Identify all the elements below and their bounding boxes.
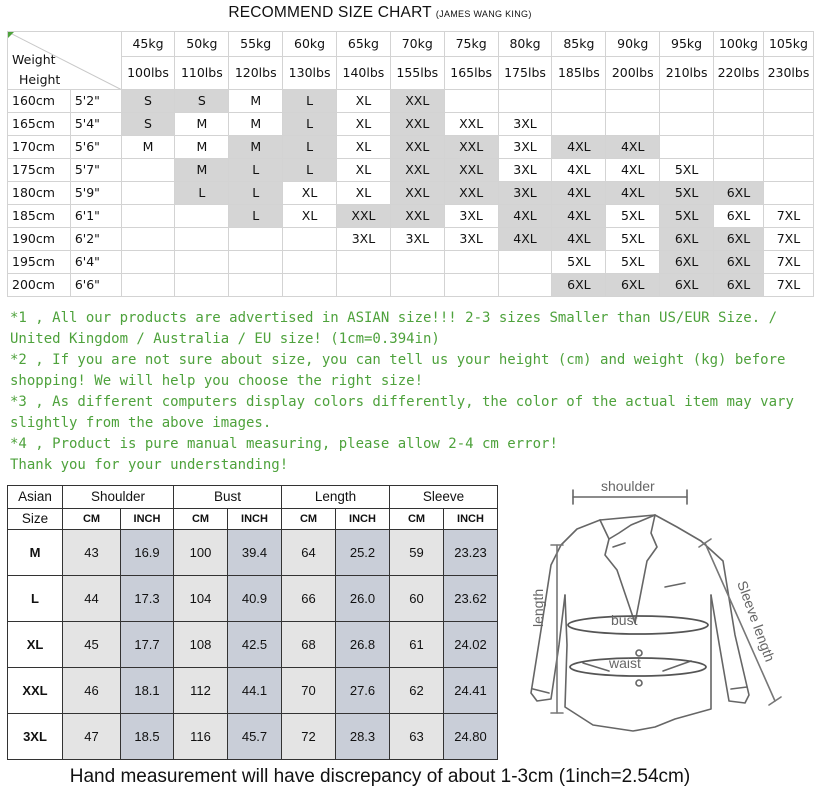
chart-title	[0, 4, 760, 22]
inch-value: 45.7	[228, 714, 282, 760]
size-cell: 3XL	[444, 228, 498, 251]
size-cell	[498, 251, 552, 274]
inch-value: 23.23	[444, 530, 498, 576]
size-cell	[552, 113, 606, 136]
title-text: RECOMMEND SIZE CHART	[228, 4, 432, 21]
size-cell	[498, 274, 552, 297]
height-cm: 185cm	[8, 205, 71, 228]
weight-kg-header: 50kg	[175, 32, 229, 57]
size-cell: M	[229, 90, 283, 113]
cm-value: 70	[282, 668, 336, 714]
inch-value: 17.3	[121, 576, 174, 622]
size-cell	[660, 113, 714, 136]
cm-value: 112	[174, 668, 228, 714]
size-cell: XXL	[390, 182, 444, 205]
measure-group-header: Bust	[174, 486, 282, 509]
size-cell	[606, 113, 660, 136]
size-cell: XL	[337, 182, 391, 205]
size-cell	[229, 274, 283, 297]
size-cell: XL	[337, 113, 391, 136]
measurement-row	[8, 576, 498, 622]
height-cm: 190cm	[8, 228, 71, 251]
waist-label: waist	[609, 655, 641, 671]
size-cell	[229, 228, 283, 251]
weight-lbs-header: 185lbs	[552, 57, 606, 90]
cm-value: 66	[282, 576, 336, 622]
cm-value: 108	[174, 622, 228, 668]
size-cell	[660, 136, 714, 159]
height-label: Height	[19, 72, 61, 87]
size-cell: 6XL	[714, 274, 764, 297]
weight-kg-header: 75kg	[444, 32, 498, 57]
height-ft: 5'4"	[70, 113, 121, 136]
size-cell: L	[283, 159, 337, 182]
asian-size: XXL	[8, 668, 63, 714]
weight-lbs-header: 230lbs	[763, 57, 813, 90]
measure-group-header: Shoulder	[63, 486, 174, 509]
size-cell: L	[229, 205, 283, 228]
size-cell: XXL	[444, 182, 498, 205]
size-cell: 5XL	[660, 205, 714, 228]
weight-kg-header: 45kg	[121, 32, 175, 57]
size-cell	[337, 274, 391, 297]
height-cm: 165cm	[8, 113, 71, 136]
size-cell: S	[175, 90, 229, 113]
size-cell: 3XL	[498, 182, 552, 205]
size-row	[8, 136, 814, 159]
size-cell	[337, 251, 391, 274]
size-cell: XXL	[390, 136, 444, 159]
inch-value: 44.1	[228, 668, 282, 714]
weight-lbs-header: 175lbs	[498, 57, 552, 90]
weight-lbs-header: 210lbs	[660, 57, 714, 90]
jacket-diagram	[505, 475, 805, 765]
weight-lbs-header: 130lbs	[283, 57, 337, 90]
size-cell	[498, 90, 552, 113]
weight-kg-header: 95kg	[660, 32, 714, 57]
jacket-illustration	[505, 475, 805, 765]
inch-value: 28.3	[336, 714, 390, 760]
cm-value: 44	[63, 576, 121, 622]
size-cell: 6XL	[552, 274, 606, 297]
size-cell	[390, 251, 444, 274]
size-cell	[763, 182, 813, 205]
size-cell: 5XL	[606, 205, 660, 228]
weight-kg-header: 90kg	[606, 32, 660, 57]
measurement-table	[7, 485, 498, 760]
size-cell	[444, 90, 498, 113]
size-cell	[714, 159, 764, 182]
size-cell: L	[229, 182, 283, 205]
size-cell	[121, 251, 175, 274]
inch-value: 23.62	[444, 576, 498, 622]
size-cell: 6XL	[606, 274, 660, 297]
sleeve-length-label: Sleeve length	[734, 578, 779, 664]
weight-kg-header: 80kg	[498, 32, 552, 57]
weight-kg-header: 70kg	[390, 32, 444, 57]
size-cell	[121, 159, 175, 182]
corner-header	[8, 32, 122, 90]
unit-cm-header: CM	[63, 509, 121, 530]
inch-value: 17.7	[121, 622, 174, 668]
asian-size: XL	[8, 622, 63, 668]
size-cell: 5XL	[660, 159, 714, 182]
size-cell	[552, 90, 606, 113]
size-cell: 7XL	[763, 228, 813, 251]
size-cell: 4XL	[498, 205, 552, 228]
size-cell: L	[283, 136, 337, 159]
size-cell	[283, 228, 337, 251]
inch-value: 18.1	[121, 668, 174, 714]
measure-group-header: Sleeve	[390, 486, 498, 509]
size-row	[8, 90, 814, 113]
size-cell: 7XL	[763, 205, 813, 228]
cm-value: 104	[174, 576, 228, 622]
size-cell: L	[229, 159, 283, 182]
size-cell	[763, 136, 813, 159]
size-cell: 6XL	[714, 182, 764, 205]
height-ft: 6'4"	[70, 251, 121, 274]
recommend-size-table	[7, 31, 814, 297]
measure-group-header: Length	[282, 486, 390, 509]
height-cm: 200cm	[8, 274, 71, 297]
cm-value: 43	[63, 530, 121, 576]
measurement-row	[8, 622, 498, 668]
height-ft: 6'1"	[70, 205, 121, 228]
height-cm: 180cm	[8, 182, 71, 205]
cm-value: 64	[282, 530, 336, 576]
weight-kg-header: 100kg	[714, 32, 764, 57]
cm-value: 46	[63, 668, 121, 714]
size-cell: 3XL	[498, 113, 552, 136]
cm-value: 47	[63, 714, 121, 760]
size-cell	[175, 228, 229, 251]
size-cell: 6XL	[714, 251, 764, 274]
inch-value: 42.5	[228, 622, 282, 668]
asian-size: L	[8, 576, 63, 622]
size-cell	[229, 251, 283, 274]
size-cell: M	[175, 159, 229, 182]
height-ft: 5'6"	[70, 136, 121, 159]
weight-lbs-header: 200lbs	[606, 57, 660, 90]
size-cell	[390, 274, 444, 297]
measurement-row	[8, 668, 498, 714]
note-line: *2 , If you are not sure about size, you can tell us your height (cm) and weight (kg) before shopping! We will help you choose the right size!	[10, 352, 786, 389]
measurement-row	[8, 530, 498, 576]
size-cell: XXL	[390, 113, 444, 136]
note-line: Thank you for your understanding!	[10, 457, 289, 473]
size-cell: S	[121, 90, 175, 113]
inch-value: 26.0	[336, 576, 390, 622]
size-cell: 3XL	[498, 136, 552, 159]
size-cell	[763, 90, 813, 113]
height-ft: 5'7"	[70, 159, 121, 182]
inch-value: 24.02	[444, 622, 498, 668]
height-ft: 6'2"	[70, 228, 121, 251]
weight-kg-header: 60kg	[283, 32, 337, 57]
height-cm: 170cm	[8, 136, 71, 159]
size-cell: 4XL	[498, 228, 552, 251]
size-cell: 6XL	[714, 205, 764, 228]
size-cell: M	[229, 136, 283, 159]
weight-lbs-header: 120lbs	[229, 57, 283, 90]
weight-lbs-header: 165lbs	[444, 57, 498, 90]
unit-cm-header: CM	[174, 509, 228, 530]
size-cell	[121, 182, 175, 205]
asian-size: 3XL	[8, 714, 63, 760]
size-cell: XXL	[390, 205, 444, 228]
measurement-row	[8, 714, 498, 760]
note-line: *1 , All our products are advertised in ASIAN size!!! 2-3 sizes Smaller than US/EUR Size. / United Kingdom / Australia / EU size! (1cm=0.394in)	[10, 310, 778, 347]
height-ft: 5'2"	[70, 90, 121, 113]
height-cm: 175cm	[8, 159, 71, 182]
cm-value: 60	[390, 576, 444, 622]
size-cell: XL	[283, 182, 337, 205]
size-cell: 4XL	[552, 182, 606, 205]
size-cell: 4XL	[552, 159, 606, 182]
size-row	[8, 113, 814, 136]
inch-value: 40.9	[228, 576, 282, 622]
size-cell: M	[121, 136, 175, 159]
size-row	[8, 228, 814, 251]
inch-value: 24.80	[444, 714, 498, 760]
size-cell: XL	[283, 205, 337, 228]
inch-value: 27.6	[336, 668, 390, 714]
note-line: *4 , Product is pure manual measuring, please allow 2-4 cm error!	[10, 436, 558, 452]
size-cell: XXL	[444, 159, 498, 182]
size-cell	[175, 274, 229, 297]
size-cell: 6XL	[660, 251, 714, 274]
weight-lbs-header: 110lbs	[175, 57, 229, 90]
cm-value: 59	[390, 530, 444, 576]
size-cell: L	[283, 90, 337, 113]
size-cell	[714, 113, 764, 136]
size-cell: 7XL	[763, 274, 813, 297]
size-cell: 3XL	[498, 159, 552, 182]
weight-kg-header: 85kg	[552, 32, 606, 57]
size-cell: L	[175, 182, 229, 205]
bottom-note: Hand measurement will have discrepancy of about 1-3cm (1inch=2.54cm)	[69, 766, 691, 787]
size-cell: 3XL	[390, 228, 444, 251]
brand-subtitle: (JAMES WANG KING)	[435, 9, 532, 19]
weight-lbs-header: 220lbs	[714, 57, 764, 90]
size-cell: 5XL	[606, 251, 660, 274]
unit-cm-header: CM	[390, 509, 444, 530]
inch-value: 25.2	[336, 530, 390, 576]
size-cell: 5XL	[606, 228, 660, 251]
inch-value: 24.41	[444, 668, 498, 714]
height-ft: 6'6"	[70, 274, 121, 297]
size-cell: 5XL	[660, 182, 714, 205]
size-cell: 4XL	[552, 205, 606, 228]
size-cell	[763, 113, 813, 136]
height-cm: 160cm	[8, 90, 71, 113]
weight-lbs-header: 155lbs	[390, 57, 444, 90]
size-cell: 6XL	[660, 274, 714, 297]
size-cell	[121, 205, 175, 228]
asian-size: M	[8, 530, 63, 576]
note-line: *3 , As different computers display colors differently, the color of the actual item may vary slightly from the above images.	[10, 394, 794, 431]
size-cell: S	[121, 113, 175, 136]
notes	[10, 308, 805, 476]
size-cell	[444, 251, 498, 274]
weight-kg-header: 105kg	[763, 32, 813, 57]
size-cell: M	[175, 136, 229, 159]
size-cell: 5XL	[552, 251, 606, 274]
size-cell	[175, 205, 229, 228]
size-cell	[714, 136, 764, 159]
size-cell: M	[175, 113, 229, 136]
size-cell	[121, 228, 175, 251]
size-cell: 3XL	[337, 228, 391, 251]
size-row	[8, 182, 814, 205]
inch-value: 18.5	[121, 714, 174, 760]
size-cell: 7XL	[763, 251, 813, 274]
unit-inch-header: INCH	[121, 509, 174, 530]
height-ft: 5'9"	[70, 182, 121, 205]
size-header: Size	[8, 509, 63, 530]
size-cell: 6XL	[660, 228, 714, 251]
size-cell: XXL	[337, 205, 391, 228]
size-cell: 4XL	[552, 228, 606, 251]
height-cm: 195cm	[8, 251, 71, 274]
shoulder-label: shoulder	[601, 478, 655, 494]
inch-value: 39.4	[228, 530, 282, 576]
weight-lbs-header: 140lbs	[337, 57, 391, 90]
size-cell: 4XL	[552, 136, 606, 159]
size-cell: M	[229, 113, 283, 136]
weight-kg-header: 65kg	[337, 32, 391, 57]
weight-label: Weight	[12, 52, 56, 67]
size-cell: 4XL	[606, 159, 660, 182]
unit-inch-header: INCH	[228, 509, 282, 530]
size-cell	[444, 274, 498, 297]
size-cell: XL	[337, 136, 391, 159]
cm-value: 62	[390, 668, 444, 714]
size-cell	[714, 90, 764, 113]
size-cell: 6XL	[714, 228, 764, 251]
size-cell	[175, 251, 229, 274]
size-cell: L	[283, 113, 337, 136]
size-row	[8, 251, 814, 274]
size-cell: 4XL	[606, 136, 660, 159]
size-row	[8, 159, 814, 182]
size-cell	[283, 274, 337, 297]
unit-inch-header: INCH	[444, 509, 498, 530]
cm-value: 45	[63, 622, 121, 668]
cm-value: 100	[174, 530, 228, 576]
length-label: length	[530, 588, 546, 627]
unit-inch-header: INCH	[336, 509, 390, 530]
size-cell	[660, 90, 714, 113]
size-cell: XL	[337, 90, 391, 113]
cm-value: 63	[390, 714, 444, 760]
size-cell	[763, 159, 813, 182]
cm-value: 116	[174, 714, 228, 760]
size-cell	[606, 90, 660, 113]
size-cell: XXL	[390, 90, 444, 113]
cm-value: 61	[390, 622, 444, 668]
cm-value: 68	[282, 622, 336, 668]
weight-kg-header: 55kg	[229, 32, 283, 57]
unit-cm-header: CM	[282, 509, 336, 530]
size-cell: XL	[337, 159, 391, 182]
asian-header: Asian	[8, 486, 63, 509]
weight-lbs-header: 100lbs	[121, 57, 175, 90]
bust-label: bust	[611, 612, 638, 628]
size-cell	[283, 251, 337, 274]
size-row	[8, 274, 814, 297]
size-cell: XXL	[444, 136, 498, 159]
size-cell: 3XL	[444, 205, 498, 228]
size-cell: XXL	[390, 159, 444, 182]
size-cell	[121, 274, 175, 297]
inch-value: 16.9	[121, 530, 174, 576]
cm-value: 72	[282, 714, 336, 760]
size-row	[8, 205, 814, 228]
size-cell: 4XL	[606, 182, 660, 205]
size-cell: XXL	[444, 113, 498, 136]
inch-value: 26.8	[336, 622, 390, 668]
